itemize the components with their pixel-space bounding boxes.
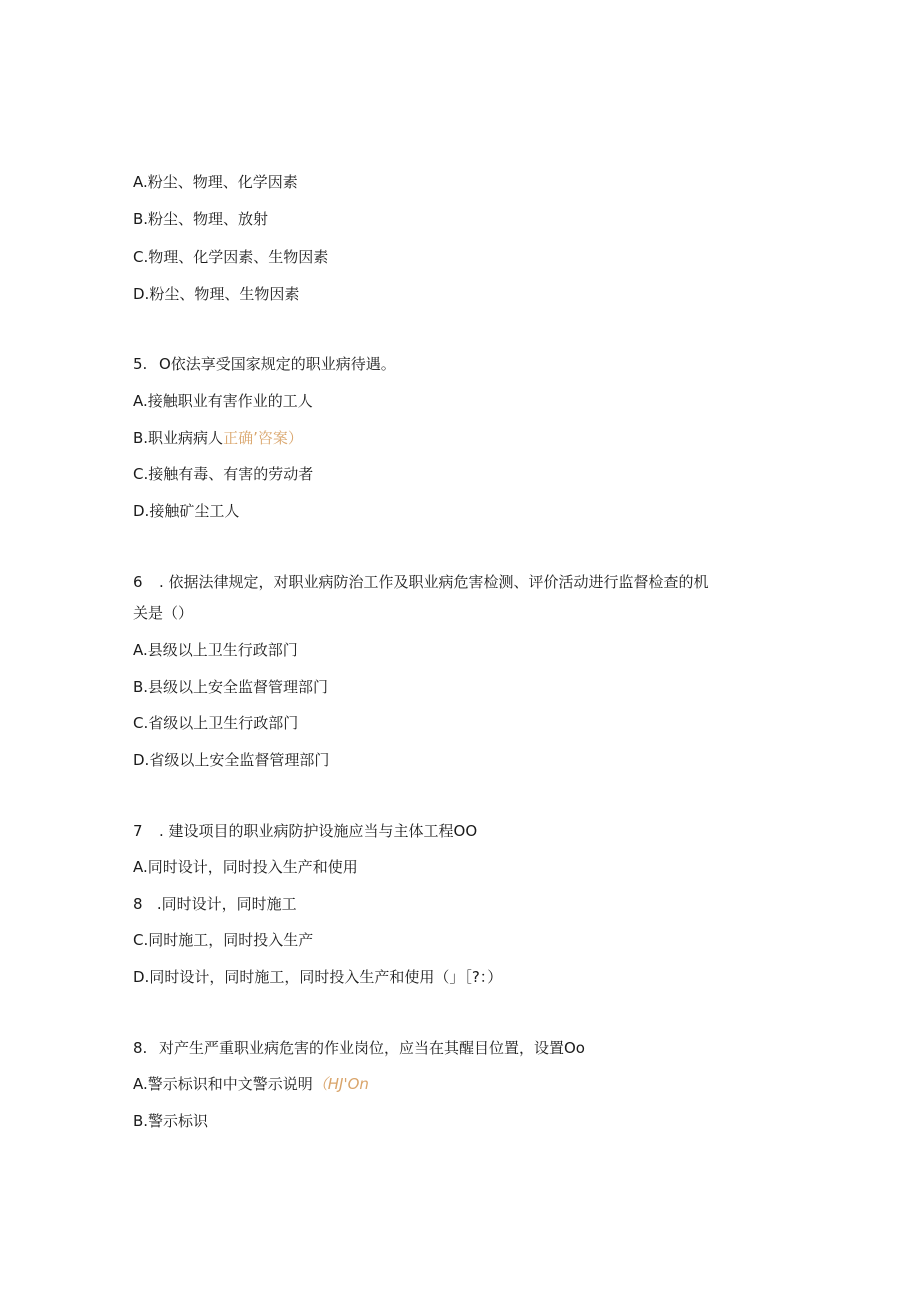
q4-option-b: B.粉尘、物理、放射 — [133, 210, 269, 228]
q8-option-a-text: A.警示标识和中文警示说明 — [133, 1075, 313, 1093]
q5-option-c: C.接触有毒、有害的劳动者 — [133, 465, 314, 483]
q5-option-b-text: B.职业病病人 — [133, 429, 224, 447]
q8-question — [133, 1038, 585, 1058]
q7-option-c: C.同时施工，同时投入生产 — [133, 931, 314, 949]
q5-number: 5. — [133, 355, 148, 373]
q4-option-a: A.粉尘、物理、化学因素 — [133, 173, 298, 191]
q5-option-d: D.接触矿尘工人 — [133, 502, 240, 520]
q6-option-b: B.县级以上安全监督管理部门 — [133, 678, 329, 696]
q7-text: . 建设项目的职业病防护设施应当与主体工程OO — [159, 822, 478, 840]
q5-option-a: A.接触职业有害作业的工人 — [133, 392, 313, 410]
q7-option-a: A.同时设计，同时投入生产和使用 — [133, 858, 358, 876]
q5-question — [133, 354, 396, 374]
q5-answer-mark: 正确’咨案） — [223, 429, 303, 447]
q5-option-b — [133, 428, 303, 448]
q6-option-a: A.县级以上卫生行政部门 — [133, 641, 298, 659]
q6-number: 6 — [133, 573, 143, 591]
q8-option-b: B.警示标识 — [133, 1112, 209, 1130]
q4-option-c: C.物理、化学因素、生物因素 — [133, 248, 329, 266]
q6-text-line1: . 依据法律规定，对职业病防治工作及职业病危害检测、评价活动进行监督检查的机 — [159, 573, 709, 591]
q6-question-line2: 关是（） — [133, 604, 194, 622]
q7-option-b: 8 .同时设计，同时施工 — [133, 895, 297, 913]
q6-option-d: D.省级以上安全监督管理部门 — [133, 751, 330, 769]
q8-answer-mark: （HJ'On — [312, 1075, 369, 1093]
q6-question-line1 — [133, 572, 709, 592]
q7-question — [133, 821, 477, 841]
q6-option-c: C.省级以上卫生行政部门 — [133, 714, 299, 732]
q8-number: 8. — [133, 1039, 148, 1057]
q7-option-d: D.同时设计，同时施工，同时投入生产和使用（」［?：） — [133, 968, 503, 986]
q7-number: 7 — [133, 822, 143, 840]
q8-text: 对产生严重职业病危害的作业岗位，应当在其醒目位置，设置Oo — [159, 1039, 585, 1057]
q5-text: O依法享受国家规定的职业病待遇。 — [159, 355, 396, 373]
q4-option-d: D.粉尘、物理、生物因素 — [133, 285, 300, 303]
q8-option-a — [133, 1074, 369, 1094]
